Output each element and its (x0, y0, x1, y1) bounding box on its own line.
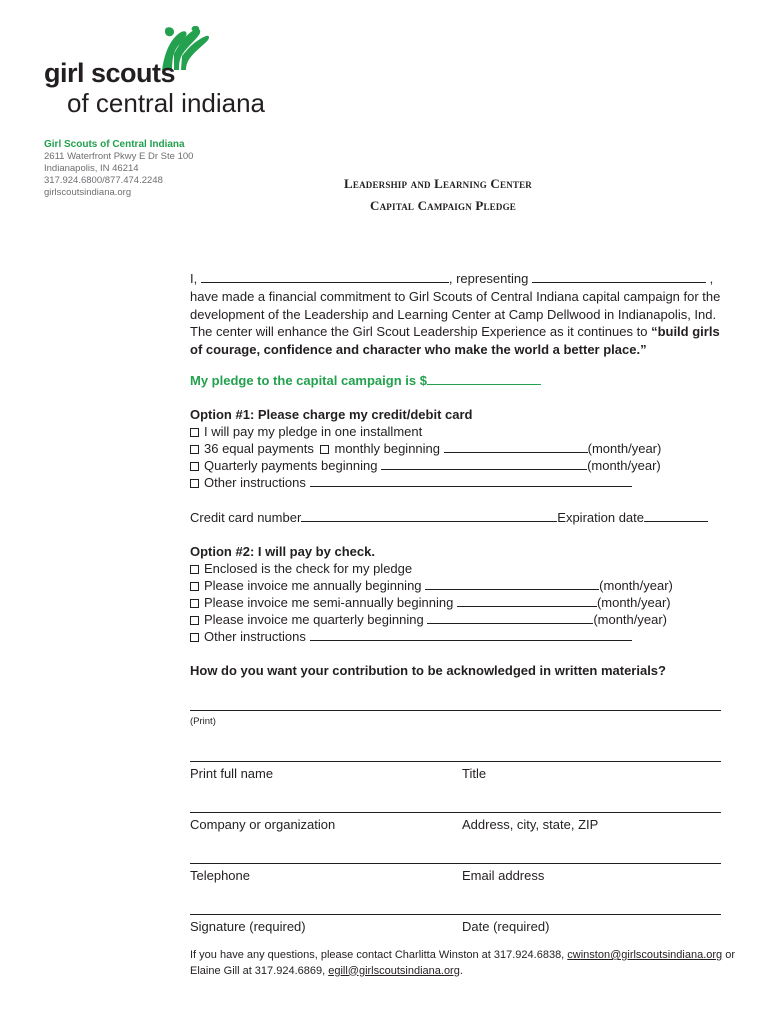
checkbox[interactable] (190, 616, 199, 625)
other-instructions-blank[interactable] (310, 629, 632, 641)
option2-quarterly (190, 611, 667, 628)
option2-enclosed (190, 560, 412, 577)
signature-label: Signature (required) (190, 919, 306, 934)
company-address-line[interactable] (190, 812, 721, 813)
name-title-line[interactable] (190, 761, 721, 762)
monthly-date-blank[interactable] (444, 441, 588, 453)
option1-one-installment (190, 423, 422, 440)
org-city: Indianapolis, IN 46214 (44, 163, 139, 174)
quarterly-label: Quarterly payments beginning (204, 458, 378, 473)
month-year-label: (month/year) (599, 578, 673, 593)
other-instructions-label: Other instructions (204, 629, 306, 644)
expiration-label: Expiration date (557, 510, 645, 525)
org-street: 2611 Waterfront Pkwy E Dr Ste 100 (44, 151, 194, 162)
commitment-paragraph (190, 288, 730, 358)
option2-other (190, 628, 632, 645)
checkbox[interactable] (190, 599, 199, 608)
semi-date-blank[interactable] (457, 595, 597, 607)
footer-text-3: . (459, 964, 463, 977)
pledge-line (190, 372, 541, 389)
annually-label: Please invoice me annually beginning (204, 578, 422, 593)
option2-heading: Option #2: I will pay by check. (190, 544, 375, 559)
commitment-text: have made a financial commitment to Girl Scouts of Central Indiana capital campaign for the development of the Leadership and Learning Center at Camp Dellwood in Indianapolis, Ind. The center will enhance the Girl Scout Leadership Experience as it continues to (190, 289, 721, 339)
card-number-blank[interactable] (301, 510, 557, 522)
month-year-label: (month/year) (587, 458, 661, 473)
phone-email-line[interactable] (190, 863, 721, 864)
company-label: Company or organization (190, 817, 336, 832)
one-installment-label: I will pay my pledge in one installment (204, 424, 423, 439)
equal-payments-label: 36 equal payments (204, 441, 314, 456)
option1-equal-payments (190, 440, 661, 457)
intro-i: I, (190, 271, 198, 286)
address-label: Address, city, state, ZIP (462, 817, 599, 832)
print-hint: (Print) (190, 716, 216, 727)
footer-text-1: If you have any questions, please contact Charlitta Winston at 317.924.6838, (190, 949, 568, 961)
option2-annually (190, 577, 673, 594)
logo-text-line1: girl scouts (44, 58, 176, 88)
checkbox[interactable] (190, 462, 199, 471)
option1-heading: Option #1: Please charge my credit/debit card (190, 407, 473, 422)
other-instructions-label: Other instructions (204, 475, 306, 490)
ack-question: How do you want your contribution to be acknowledged in written materials? (190, 663, 666, 678)
intro-representing: , representing (448, 271, 529, 286)
footer-contact (190, 948, 735, 979)
expiration-blank[interactable] (644, 510, 708, 522)
org-name: Girl Scouts of Central Indiana (44, 139, 185, 150)
other-instructions-blank[interactable] (310, 475, 632, 487)
annually-date-blank[interactable] (425, 578, 599, 590)
commitment-quote: “build girls of courage, confidence and character who make the world a better place.” (190, 324, 720, 357)
pledge-amount-blank[interactable] (427, 373, 541, 385)
logo-text-line2: of central indiana (67, 88, 266, 118)
checkbox[interactable] (190, 445, 199, 454)
checkbox[interactable] (320, 445, 329, 454)
name-blank[interactable] (201, 271, 449, 283)
title-label: Title (462, 766, 487, 781)
intro-comma: , (709, 271, 714, 286)
ack-input-line[interactable] (190, 710, 721, 711)
card-number-label: Credit card number (190, 510, 302, 525)
signature-date-line[interactable] (190, 914, 721, 915)
quarterly-invoice-blank[interactable] (427, 612, 593, 624)
telephone-label: Telephone (190, 868, 250, 883)
option2-semi (190, 594, 671, 611)
option1-other (190, 474, 632, 491)
org-phone: 317.924.6800/877.474.2248 (44, 175, 163, 186)
page-title-line1: Leadership and Learning Center (344, 176, 533, 191)
intro-line (190, 270, 713, 287)
pledge-label: My pledge to the capital campaign is $ (190, 373, 427, 388)
date-label: Date (required) (462, 919, 550, 934)
checkbox[interactable] (190, 565, 199, 574)
monthly-beginning-label: monthly beginning (334, 441, 441, 456)
option1-quarterly (190, 457, 661, 474)
email-label: Email address (462, 868, 545, 883)
month-year-label: (month/year) (587, 441, 662, 456)
full-name-label: Print full name (190, 766, 274, 781)
email-link-gill[interactable]: egill@girlscoutsindiana.org (328, 964, 460, 977)
enclosed-label: Enclosed is the check for my pledge (204, 561, 413, 576)
quarterly-invoice-label: Please invoice me quarterly beginning (204, 612, 424, 627)
month-year-label: (month/year) (593, 612, 668, 627)
checkbox[interactable] (190, 479, 199, 488)
email-link-winston[interactable]: cwinston@girlscoutsindiana.org (567, 949, 723, 961)
representing-blank[interactable] (532, 271, 706, 283)
org-website: girlscoutsindiana.org (44, 187, 132, 198)
checkbox[interactable] (190, 428, 199, 437)
page-title-line2: Capital Campaign Pledge (370, 198, 516, 213)
quarterly-date-blank[interactable] (381, 458, 587, 470)
month-year-label: (month/year) (596, 595, 671, 610)
footer-text-2: or Elaine Gill at 317.924.6869, (190, 949, 735, 977)
checkbox[interactable] (190, 582, 199, 591)
checkbox[interactable] (190, 633, 199, 642)
credit-card-line (190, 509, 708, 526)
semi-annually-label: Please invoice me semi-annually beginning (204, 595, 454, 610)
